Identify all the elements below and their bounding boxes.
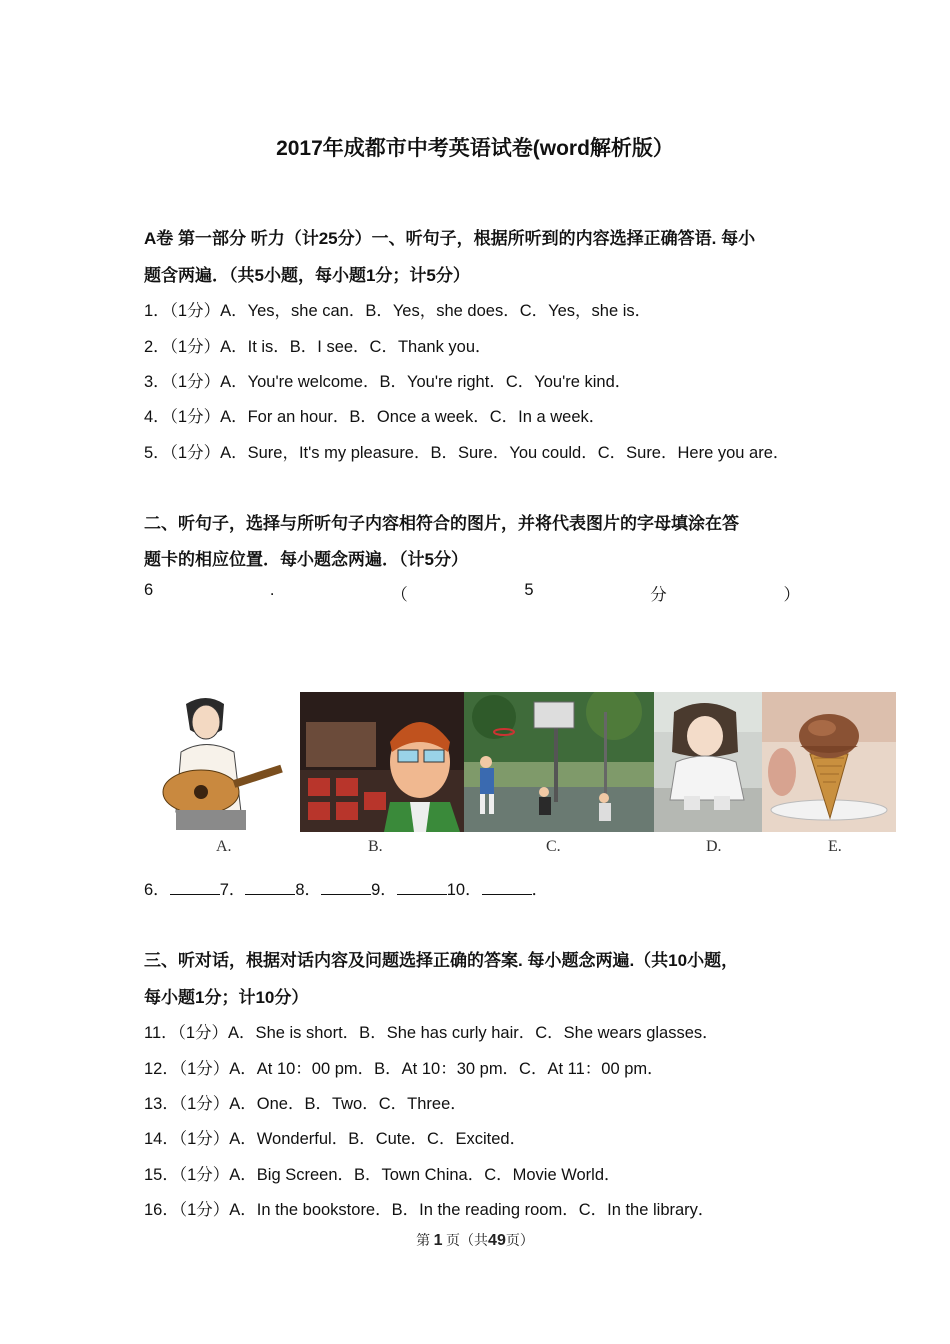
picture-label-c: C. [546,838,561,855]
picture-label-a: A. [216,838,232,855]
cinema-audience-image [300,692,464,832]
q6-open-paren: （ [391,586,408,604]
answer-blank-8[interactable] [321,880,371,895]
girl-tying-shoe-image [654,692,762,832]
section2-heading: 二、听句子，选择与所听句子内容相符合的图片，并将代表图片的字母填涂在答 [144,514,739,533]
question-6-header [144,581,800,605]
section3-heading: 三、听对话，根据对话内容及问题选择正确的答案. 每小题念两遍.（共10小题， [144,951,739,970]
ice-cream-cone-image [762,692,896,832]
answer-blanks [144,876,548,900]
question-12: 12．（1分）A．At 10：00 pm．B．At 10：30 pm．C．At 11：00 pm． [144,1060,664,1078]
question-11: 11．（1分）A．She is short．B．She has curly hair．C．She wears glasses． [144,1024,719,1042]
section1-heading-cont: 题含两遍．（共5小题，每小题1分；计5分） [144,266,470,285]
page-footer [0,1230,950,1250]
section1-heading: A卷 第一部分 听力（计25分）一、听句子，根据所听到的内容选择正确答语. 每小 [144,229,756,248]
section3-heading-cont: 每小题1分；计10分） [144,988,309,1007]
answer-number-10: 10． [446,881,482,899]
footer-total-pages: 49 [488,1232,506,1249]
question-16: 16．（1分）A．In the bookstore．B．In the reading room．C．In the library． [144,1201,715,1219]
q6-close-paren: ） [783,586,800,604]
picture-label-b: B. [368,838,383,855]
q6-dot: . [269,581,275,599]
picture-labels [146,838,896,860]
answer-blank-6[interactable] [170,880,220,895]
q6-score: 5 [524,581,534,599]
answer-number-8: 8． [295,881,322,899]
question-4: 4．（1分）A．For an hour．B．Once a week．C．In a week． [144,408,606,426]
footer-page-number: 1 [433,1232,443,1249]
picture-label-e: E. [828,838,842,855]
page-title: 2017年成都市中考英语试卷(word解析版） [276,137,674,160]
answer-blank-7[interactable] [245,880,295,895]
footer-middle: 页（共 [446,1234,489,1249]
answer-blank-9[interactable] [397,880,447,895]
question-15: 15．（1分）A．Big Screen．B．Town China．C．Movie World． [144,1166,621,1184]
question-13: 13．（1分）A．One．B．Two．C．Three． [144,1095,467,1113]
question-14: 14．（1分）A．Wonderful．B．Cute．C．Excited． [144,1130,527,1148]
basketball-court-image [464,692,654,832]
question-3: 3．（1分）A．You're welcome．B．You're right．C．You're kind． [144,373,632,391]
section2-heading-cont: 题卡的相应位置．每小题念两遍．（计5分） [144,550,468,569]
footer-suffix: 页） [505,1234,534,1249]
q6-number: 6 [144,581,154,599]
answer-number-9: 9． [371,881,397,899]
question-5: 5．（1分）A．Sure，It's my pleasure．B．Sure．You could．C．Sure．Here you are． [144,444,790,462]
answer-number-6: 6． [144,881,170,899]
boy-playing-guitar-image [146,692,296,832]
q6-score-unit: 分 [650,586,667,604]
answer-number-7: 7． [219,881,246,899]
picture-label-d: D. [706,838,722,855]
answer-end: ． [531,881,549,899]
answer-blank-10[interactable] [482,880,532,895]
question-2: 2．（1分）A．It is．B．I see．C．Thank you． [144,338,492,356]
footer-prefix: 第 [416,1234,431,1249]
picture-strip [146,692,896,832]
question-1: 1．（1分）A．Yes，she can．B．Yes，she does．C．Yes，she is． [144,302,652,320]
